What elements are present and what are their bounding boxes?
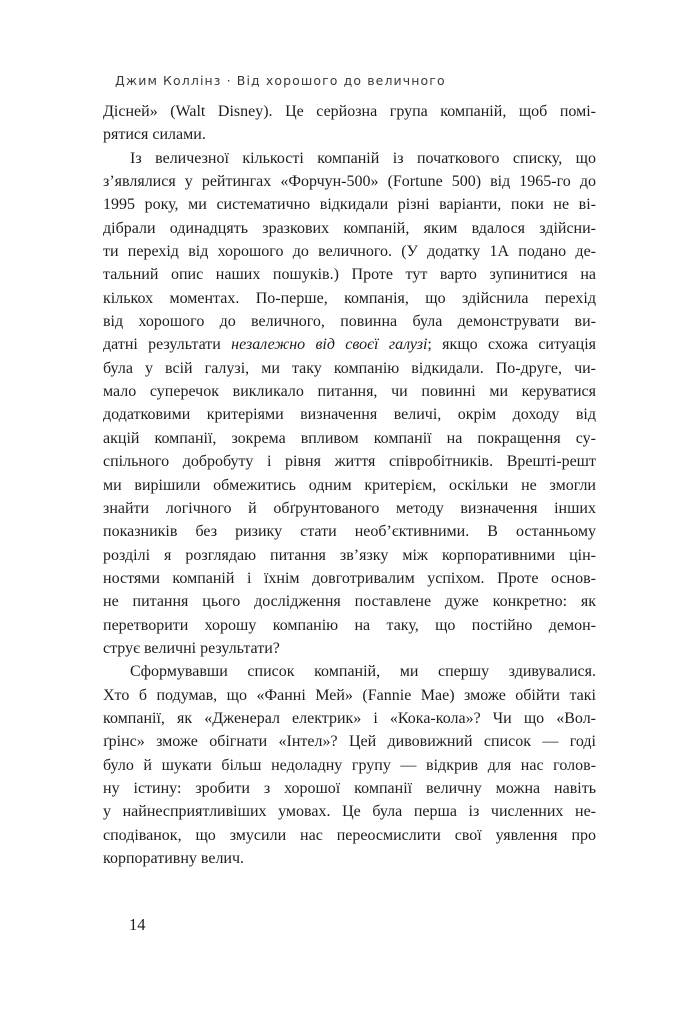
text-segment: була у всій галузі, ми таку компанію відкидали. По-друге, чи-: [103, 359, 596, 377]
running-header: Джим Коллінз · Від хорошого до величного: [115, 73, 446, 88]
text-segment: перетворити хорошу компанію на таку, що постійно демон-: [103, 616, 596, 634]
text-line: [103, 450, 596, 473]
text-segment: ну істину: зробити з хорошої компанії величну можна навіть: [103, 779, 596, 797]
text-line: [103, 380, 596, 403]
text-line: [103, 707, 596, 730]
text-line: [103, 403, 596, 426]
text-line: [103, 427, 596, 450]
text-segment: дібрали одинадцять зразкових компаній, яким вдалося здійсни-: [103, 219, 596, 237]
text-segment: компанії, як «Дженерал електрик» і «Кока-кола»? Чи що «Вол-: [103, 709, 596, 727]
text-line: [103, 590, 596, 613]
text-segment: ми вирішили обмежитись одним критерієм, оскільки не змогли: [103, 476, 596, 494]
text-line: [103, 217, 596, 240]
text-line: [103, 123, 596, 146]
text-segment: ти перехід від хорошого до величного. (У додатку 1А подано де-: [103, 243, 596, 261]
text-segment: кількох моментах. По-перше, компанія, що здійснила перехід: [103, 289, 596, 307]
text-segment: Дісней» (Walt Disney). Це серйозна група компаній, щоб помі-: [103, 103, 596, 120]
text-segment: додатковими критеріями визначення величі, окрім доходу від: [103, 406, 596, 424]
text-line: [103, 310, 596, 333]
text-segment: мало суперечок викликало питання, чи повинні ми керуватися: [103, 383, 596, 401]
text-line: [103, 544, 596, 567]
text-segment: ностями компаній і їхнім довготривалим успіхом. Проте основ-: [103, 569, 596, 587]
text-line: [103, 100, 596, 123]
page-number: 14: [129, 915, 146, 934]
text-line: [103, 847, 596, 870]
text-line: [103, 800, 596, 823]
text-segment: рятися силами.: [103, 126, 206, 144]
text-segment: сподіванок, що змусили нас переосмислити свої уявлення про: [103, 826, 596, 844]
text-line: [103, 287, 596, 310]
text-segment: з’являлися у рейтингах «Форчун-500» (Fortune 500) від 1965-го до: [103, 173, 596, 191]
text-line: [103, 170, 596, 193]
text-segment: акцій компанії, зокрема впливом компанії на покращення су-: [103, 429, 596, 447]
text-segment: Сформувавши список компаній, ми спершу здивувалися.: [130, 663, 596, 681]
text-line: [103, 777, 596, 800]
text-segment: струє величні результати?: [103, 639, 280, 657]
text-line: [103, 147, 596, 170]
text-line: [103, 730, 596, 753]
text-line: [103, 240, 596, 263]
text-line: [103, 333, 596, 356]
text-line: [103, 520, 596, 543]
text-segment: показників без ризику стати необ’єктивними. В останньому: [103, 523, 596, 541]
text-line: [103, 614, 596, 637]
text-segment: 1995 року, ми систематично відкидали різні варіанти, поки не ві-: [103, 196, 596, 214]
text-segment: спільного добробуту і рівня життя співробітників. Врешті-решт: [103, 453, 596, 471]
text-line: [103, 567, 596, 590]
body-text: [103, 100, 596, 870]
text-segment: ґрінс» зможе обігнати «Інтел»? Цей дивовижний список — годі: [103, 733, 596, 751]
text-segment: від хорошого до величного, повинна була демонструвати ви-: [103, 313, 596, 331]
text-segment: тальний опис наших пошуків.) Проте тут варто зупинитися на: [103, 266, 596, 284]
text-line: [103, 660, 596, 683]
text-segment: у найнесприятливіших умовах. Це була перша із численних не-: [103, 803, 596, 821]
text-segment: ; якщо схожа ситуація: [427, 336, 597, 354]
text-line: [103, 474, 596, 497]
text-line: [103, 637, 596, 660]
text-line: [103, 684, 596, 707]
text-segment: корпоративну велич.: [103, 850, 245, 867]
text-line: [103, 754, 596, 777]
text-segment: було й шукати більш недоладну групу — відкрив для нас голов-: [103, 756, 596, 774]
text-line: [103, 824, 596, 847]
text-segment: датні результати: [103, 336, 232, 354]
text-line: [103, 357, 596, 380]
text-line: [103, 497, 596, 520]
text-segment: не питання цього дослідження поставлене дуже конкретно: як: [103, 593, 596, 611]
text-segment: Із величезної кількості компаній із початкового списку, що: [130, 149, 596, 167]
italic-text: незалежно від своєї галузі: [231, 336, 428, 354]
text-segment: розділі я розглядаю питання зв’язку між корпоративними цін-: [103, 546, 596, 564]
text-line: [103, 193, 596, 216]
text-segment: знайти логічного й обґрунтованого методу визначення інших: [103, 499, 596, 517]
text-line: [103, 263, 596, 286]
text-segment: Хто б подумав, що «Фанні Мей» (Fannie Mae) зможе обійти такі: [103, 686, 596, 704]
